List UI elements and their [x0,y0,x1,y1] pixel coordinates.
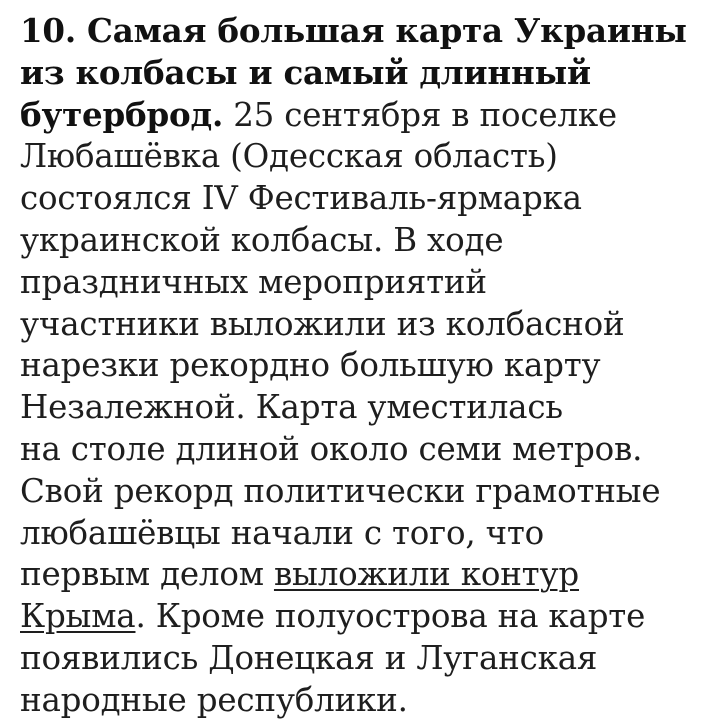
article-line-3 [20,94,710,137]
article-heading-line-2: из колбасы и самый длинный [20,52,591,92]
article-body-line: украинской колбасы. В ходе [20,220,504,259]
article-body-line: праздничных мероприятий [20,262,487,301]
article-body-line-14 [20,554,710,596]
article-body-line: Незалежной. Карта уместилась [20,388,563,427]
article-heading-line-3: бутерброд. [20,94,224,134]
article-body-line-15 [20,596,710,638]
article-body-line: нарезки рекордно большую карту [20,346,601,385]
article-body-text: . Кроме полуострова на карте [135,597,646,636]
article-body-line: Свой рекорд политически грамотные [20,471,661,510]
article-body-text: первым делом [20,555,274,594]
article-text [20,10,710,722]
article-body-line: народные республики. [20,680,408,719]
crimea-contour-link-continued[interactable]: Крыма [20,597,136,636]
article-body-line: Любашёвка (Одесская область) [20,137,558,176]
crimea-contour-link[interactable]: выложили контур [273,555,579,594]
article-body-line: состоялся IV Фестиваль-ярмарка [20,179,582,218]
article-body-line: любашёвцы начали с того, что [20,513,545,552]
article-heading-line-1: 10. Самая большая карта Украины [20,11,687,50]
article-body-text: 25 сентября в поселке [223,95,617,134]
article-body-line: появились Донецкая и Луганская [20,638,598,677]
article-body-line: участники выложили из колбасной [20,304,625,343]
article-body-line: на столе длиной около семи метров. [20,429,643,468]
